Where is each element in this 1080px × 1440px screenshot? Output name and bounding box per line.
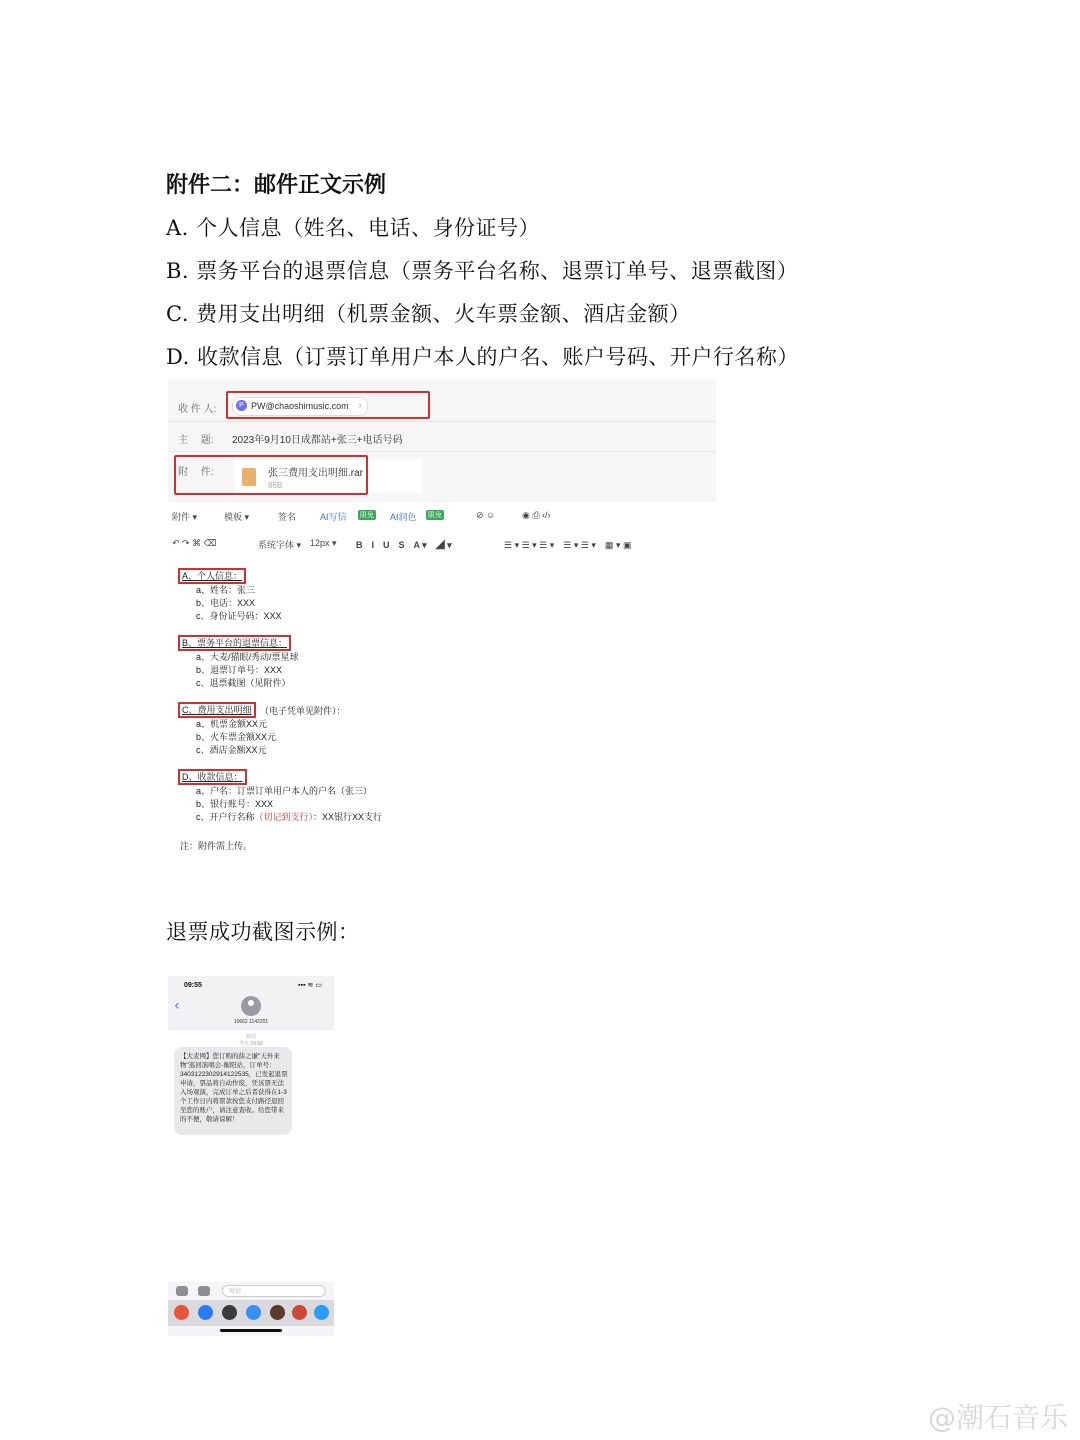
undo-redo-icon: ↶ ↷ ⌘ ⌫: [172, 538, 217, 548]
bank-prefix: c、开户行名称: [196, 812, 255, 822]
signature-button: 签名: [278, 512, 297, 522]
section-line: b、电话：XXX: [196, 598, 256, 608]
message-meta: [168, 1034, 334, 1048]
sms-heading: 退票成功截图示例：: [166, 920, 360, 944]
attachment-name: 张三费用支出明细.rar: [268, 468, 363, 479]
free-tag: 限免: [360, 512, 374, 519]
section-line: a、机票金额XX元: [196, 719, 268, 729]
item-b: B. 票务平台的退票信息（票务平台名称、退票订单号、退票截图）: [166, 259, 799, 283]
recipient-address: PW@chaoshimusic.com: [251, 401, 349, 411]
section-line: a、姓名：张三: [196, 585, 256, 595]
attachment-highlight: [174, 455, 368, 495]
section-line: b、银行账号：XXX: [196, 799, 274, 809]
email-header: [168, 379, 716, 502]
bank-warning: （切记到支行）: [254, 812, 314, 822]
divider: [168, 421, 716, 422]
item-a: A. 个人信息（姓名、电话、身份证号）: [166, 216, 541, 240]
message-input: 短信: [222, 1285, 326, 1297]
section-title: C、费用支出明细: [178, 702, 256, 718]
sender-number: 10662 1142201: [233, 1019, 269, 1025]
home-indicator: [220, 1329, 282, 1332]
editor-toolbar-format: [168, 536, 716, 554]
music-app-icon: [222, 1305, 237, 1320]
subject-label: 主 题:: [178, 435, 214, 446]
recipient-label: 收 件 人:: [178, 404, 217, 415]
section-line: b、火车票金额XX元: [196, 732, 277, 742]
section-line: a、大麦/猫眼/秀动/票星球: [196, 652, 299, 662]
section-title-suffix: （电子凭单见附件）：: [260, 706, 346, 716]
link-icon: ⊘ ☺: [476, 510, 496, 520]
page-heading: 附件二：邮件正文示例: [166, 173, 387, 198]
section-line: c、身份证号码：XXX: [196, 611, 282, 621]
status-icons: ▪▪▪ ≋ ▭: [298, 982, 322, 989]
divider: [168, 451, 716, 452]
phone-input-bar: [168, 1282, 334, 1336]
attach-button: 附件 ▾: [172, 512, 198, 522]
format-icons: B I U S A ▾ ◢ ▾: [356, 540, 452, 550]
section-line: c、退票截图（见附件）: [196, 678, 291, 688]
contact-avatar-icon: [241, 996, 261, 1016]
back-arrow-icon: ‹: [174, 998, 180, 1014]
bank-suffix: ：XX银行XX支行: [313, 812, 383, 822]
audio-app-icon: [246, 1305, 261, 1320]
message-time: 今天 09:56: [239, 1041, 263, 1047]
item-c: C. 费用支出明细（机票金额、火车票金额、酒店金额）: [166, 302, 691, 326]
font-size-select: 12px ▾: [310, 538, 337, 548]
section-title: A、个人信息：: [178, 568, 246, 584]
font-family-select: 系统字体 ▾: [258, 540, 302, 550]
list-icons: ☰ ▾ ☰ ▾ ☰ ▾ ☰ ▾ ☰ ▾ ▦ ▾ ▣: [504, 540, 632, 550]
memoji-app-icon: [270, 1305, 285, 1320]
section-line: c、酒店金额XX元: [196, 745, 267, 755]
ai-polish-button: AI润色: [390, 512, 417, 522]
bank-line: [196, 810, 382, 823]
email-note: 注：附件需上传。: [180, 841, 253, 851]
free-tag: 限免: [428, 512, 442, 519]
photos-app-icon: [174, 1305, 189, 1320]
section-line: a、户名：订票订单用户本人的户名（张三）: [196, 786, 373, 796]
email-screenshot: [168, 379, 716, 859]
watermark: @潮石音乐: [927, 1401, 1068, 1434]
appstore-app-icon: [198, 1305, 213, 1320]
camera-icon: [176, 1286, 188, 1296]
app-drawer: [168, 1300, 334, 1326]
attach-label: 附 件:: [178, 467, 214, 478]
status-time: 09:55: [184, 982, 202, 989]
avatar-icon: P: [236, 400, 247, 411]
sms-text: 【大麦网】您订购的薛之谦"天外来物"巡回演唱会-衡阳站，订单号：340312230291412253​5，已发起退票申请，票品将自动作废，凭该票无法入场观演，完成订单之后者获得在1-3个工作日内将票款按您支付路径退回至您的账户，请注意查收。给您带来的不便，敬请谅解！: [180, 1053, 288, 1123]
attachment-size: 86B: [268, 481, 283, 490]
phone-header: [168, 976, 334, 1030]
section-title: B、票务平台的退票信息：: [178, 635, 291, 651]
ai-write-button: AI写信: [320, 512, 347, 522]
subject-value: 2023年9月10日成都站+张三+电话号码: [232, 435, 403, 446]
section-title: D、收款信息：: [178, 769, 247, 785]
translate-app-icon: [314, 1305, 329, 1320]
preview-icon: ◉ ⎙ ‹/›: [522, 510, 551, 520]
sticker-app-icon: [292, 1305, 307, 1320]
item-d: D. 收款信息（订票订单用户本人的户名、账户号码、开户行名称）: [166, 345, 799, 369]
template-button: 模板 ▾: [224, 512, 250, 522]
section-line: b、退票订单号：XXX: [196, 665, 283, 675]
message-type: 短信: [245, 1034, 256, 1040]
appstore-icon: [198, 1286, 210, 1296]
chevron-right-icon: ›: [358, 400, 362, 410]
editor-toolbar-top: [168, 508, 716, 526]
sms-bubble: [174, 1047, 292, 1135]
recipient-highlight: [226, 391, 430, 419]
